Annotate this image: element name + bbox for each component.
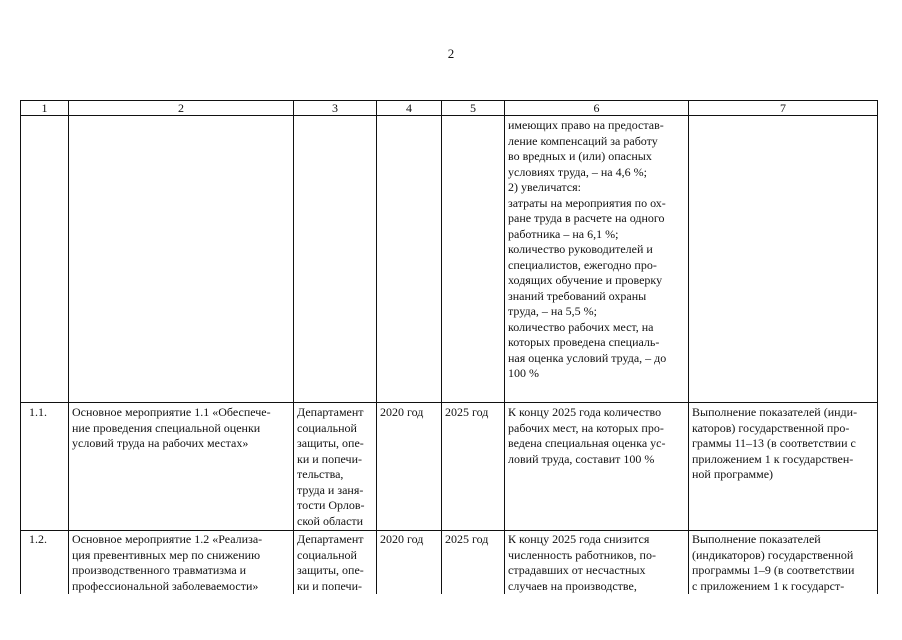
cell-executor bbox=[294, 116, 377, 403]
text-line: ной программе) bbox=[692, 467, 774, 481]
text-line: тости Орлов- bbox=[297, 498, 365, 512]
text-line: труда, – на 5,5 %; bbox=[508, 304, 597, 318]
text-line: 100 % bbox=[508, 366, 539, 380]
cell-result bbox=[505, 116, 689, 403]
text-line: условий труда на рабочих местах» bbox=[72, 436, 249, 450]
table-row-continuation bbox=[21, 116, 878, 403]
text-line: приложением 1 к государствен- bbox=[692, 451, 854, 466]
cell-start: 2020 год bbox=[377, 403, 442, 531]
text-line: Выполнение показателей (инди- bbox=[692, 405, 858, 419]
cell-indicators bbox=[689, 531, 878, 595]
text-line: социальной bbox=[297, 420, 357, 435]
cell-name bbox=[69, 531, 294, 595]
text-line: знаний требований охраны bbox=[508, 288, 647, 303]
text-line: ция превентивных мер по снижению bbox=[72, 547, 261, 562]
cell-num bbox=[21, 116, 69, 403]
text-line: защиты, опе- bbox=[297, 563, 364, 577]
column-number-row bbox=[21, 101, 878, 116]
text-line: каторов) государственной про- bbox=[692, 420, 850, 435]
cell-end: 2025 год bbox=[442, 531, 505, 595]
cell-executor bbox=[294, 403, 377, 531]
column-header: 6 bbox=[505, 101, 689, 116]
text-line: Департамент bbox=[297, 405, 364, 419]
column-header: 3 bbox=[294, 101, 377, 116]
text-line: ная оценка условий труда, – до bbox=[508, 350, 667, 365]
cell-indicators bbox=[689, 116, 878, 403]
text-line: случаев на производстве, bbox=[508, 578, 637, 593]
cell-result bbox=[505, 531, 689, 595]
cell-start: 2020 год bbox=[377, 531, 442, 595]
text-line: ловий труда, составит 100 % bbox=[508, 451, 655, 466]
cell-end bbox=[442, 116, 505, 403]
text-line: профессиональной заболеваемости» bbox=[72, 578, 259, 593]
text-line: 2) увеличатся: bbox=[508, 180, 581, 194]
text-line: Департамент bbox=[297, 532, 364, 546]
text-line: К концу 2025 года снизится bbox=[508, 532, 650, 546]
text-line: К концу 2025 года количество bbox=[508, 405, 662, 419]
cell-name bbox=[69, 116, 294, 403]
text-line: количество руководителей и bbox=[508, 242, 653, 256]
text-line: Выполнение показателей bbox=[692, 532, 821, 546]
cell-end: 2025 год bbox=[442, 403, 505, 531]
text-line: работника – на 6,1 %; bbox=[508, 226, 619, 241]
cell-num: 1.1. bbox=[21, 403, 69, 531]
column-header: 4 bbox=[377, 101, 442, 116]
column-header: 1 bbox=[21, 101, 69, 116]
text-line: производственного травматизма и bbox=[72, 563, 247, 577]
text-line: которых проведена специаль- bbox=[508, 335, 660, 349]
text-line: затраты на мероприятия по ох- bbox=[508, 195, 666, 210]
text-line: имеющих право на предостав- bbox=[508, 118, 664, 132]
table-row bbox=[21, 531, 878, 595]
text-line: специалистов, ежегодно про- bbox=[508, 257, 657, 272]
cell-result bbox=[505, 403, 689, 531]
text-line: тельства, bbox=[297, 467, 344, 481]
text-line: Основное мероприятие 1.1 «Обеспече- bbox=[72, 405, 271, 419]
text-line: ление компенсаций за работу bbox=[508, 133, 658, 148]
text-line: (индикаторов) государственной bbox=[692, 547, 854, 562]
text-line: ской области bbox=[297, 513, 364, 528]
text-line: программы 1–9 (в соответствии bbox=[692, 563, 855, 577]
program-table bbox=[20, 100, 878, 594]
cell-executor bbox=[294, 531, 377, 595]
text-line: граммы 11–13 (в соответствии с bbox=[692, 436, 856, 450]
text-line: ране труда в расчете на одного bbox=[508, 211, 665, 225]
cell-name bbox=[69, 403, 294, 531]
text-line: защиты, опе- bbox=[297, 436, 364, 450]
text-line: численность работников, по- bbox=[508, 547, 656, 562]
text-line: Основное мероприятие 1.2 «Реализа- bbox=[72, 532, 263, 546]
text-line: страдавших от несчастных bbox=[508, 563, 646, 577]
text-line: во вредных и (или) опасных bbox=[508, 149, 652, 163]
text-line: социальной bbox=[297, 547, 357, 562]
text-line: ки и попечи- bbox=[297, 451, 362, 466]
text-line: ходящих обучение и проверку bbox=[508, 273, 663, 287]
page-number: 2 bbox=[447, 46, 455, 61]
column-header: 7 bbox=[689, 101, 878, 116]
cell-start bbox=[377, 116, 442, 403]
cell-indicators bbox=[689, 403, 878, 531]
text-line: ки и попечи- bbox=[297, 578, 362, 593]
cell-num: 1.2. bbox=[21, 531, 69, 595]
text-line: рабочих мест, на которых про- bbox=[508, 420, 664, 435]
text-line: с приложением 1 к государст- bbox=[692, 578, 845, 593]
text-line: труда и заня- bbox=[297, 482, 364, 497]
table-row bbox=[21, 403, 878, 531]
text-line: количество рабочих мест, на bbox=[508, 319, 654, 334]
column-header: 2 bbox=[69, 101, 294, 116]
text-line: условиях труда, – на 4,6 %; bbox=[508, 164, 647, 179]
text-line: ведена специальная оценка ус- bbox=[508, 436, 666, 450]
text-line: ние проведения специальной оценки bbox=[72, 420, 261, 435]
column-header: 5 bbox=[442, 101, 505, 116]
